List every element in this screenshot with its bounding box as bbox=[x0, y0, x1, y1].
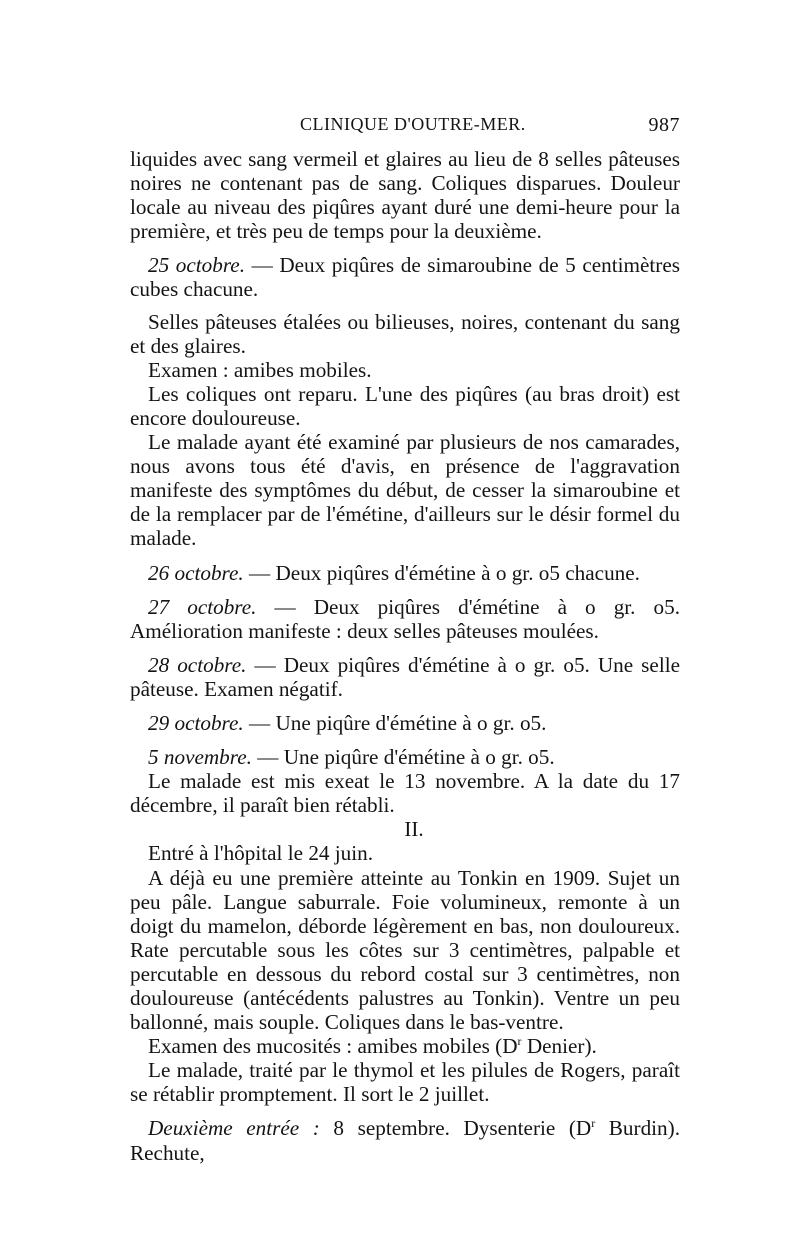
page-header bbox=[130, 110, 680, 140]
paragraph-examen-mucosites: Examen des mucosités : amibes mobiles ($D^r$ Denier). bbox=[148, 1034, 597, 1059]
paragraph-examen: Examen : amibes mobiles. bbox=[148, 357, 372, 382]
paragraph-selles: Selles pâteuses étalées ou bilieuses, noires, contenant du sang et des glaires. bbox=[130, 309, 680, 358]
paragraph-exeat: Le malade est mis exeat le 13 novembre. A la date du 17 décembre, il paraît bien rétabli. bbox=[130, 769, 680, 818]
entry-text: — Deux piqûres d'émétine à o gr. o5. Une selle pâteuse. Examen négatif. bbox=[130, 652, 681, 701]
page-number: 987 bbox=[648, 114, 680, 136]
entry-28-octobre bbox=[130, 653, 680, 701]
entry-date: 26 octobre. bbox=[148, 560, 244, 585]
running-title: CLINIQUE D'OUTRE-MER. bbox=[300, 114, 526, 134]
paragraph-entree: Entré à l'hôpital le 24 juin. bbox=[148, 841, 374, 866]
entry-27-octobre bbox=[130, 595, 680, 643]
entry-29-octobre bbox=[130, 711, 680, 735]
entry-text: — Deux piqûres d'émétine à o gr. o5 chacune. bbox=[243, 560, 640, 585]
paragraph-continuation: liquides avec sang vermeil et glaires au lieu de 8 selles pâteuses noires ne contenant pas de sang. Coliques disparues. Douleur locale au niveau des piqûres ayant duré une demi-heure pour la première, et très peu de temps pour la deuxième. bbox=[130, 147, 680, 244]
entry-date: 28 octobre. bbox=[148, 652, 247, 677]
paragraph-traitement: Le malade, traité par le thymol et les pilules de Rogers, paraît se rétablir promptement. Il sort le 2 juillet. bbox=[130, 1058, 680, 1107]
entry-5-novembre bbox=[130, 745, 680, 769]
paragraph-coliques: Les coliques ont reparu. L'une des piqûres (au bras droit) est encore douloureuse. bbox=[130, 381, 680, 430]
entry-date: 27 octobre. bbox=[148, 594, 257, 619]
entry-date: Deuxième entrée : bbox=[148, 1116, 320, 1141]
paragraph-decision: Le malade ayant été examiné par plusieurs de nos camarades, nous avons tous été d'avis, en présence de l'aggravation manifeste des symptômes du début, de cesser la simaroubine et de la remplacer par de l'émétine, d'ailleurs sur le désir formel du malade. bbox=[130, 430, 680, 551]
entry-25-octobre bbox=[130, 253, 680, 301]
entry-26-octobre bbox=[130, 561, 680, 585]
entry-text: — Deux piqûres d'émétine à o gr. o5. Amélioration manifeste : deux selles pâteuses moulées. bbox=[130, 594, 680, 643]
body-text bbox=[130, 147, 680, 1165]
entry-date: 25 octobre. bbox=[148, 253, 245, 278]
section-heading: II. bbox=[404, 817, 424, 842]
entry-text: — Deux piqûres de simaroubine de 5 centimètres cubes chacune. bbox=[130, 253, 680, 302]
paragraph-antecedents: A déjà eu une première atteinte au Tonkin en 1909. Sujet un peu pâle. Langue saburrale. Foie volumineux, remonte à un doigt du mamelon, déborde légèrement en bas, non douloureux. Rate percutable sous les côtes sur 3 centimètres, palpable et percutable en dessous du rebord costal sur 3 centimètres, non douloureuse (antécédents palustres au Tonkin). Ventre un peu ballonné, mais souple. Coliques dans le bas-ventre. bbox=[130, 865, 680, 1035]
entry-deuxieme-entree: Deuxième entrée : 8 septembre. Dysenterie ($D^r$ Burdin). Rechute, bbox=[130, 1116, 680, 1165]
entry-text: — Une piqûre d'émétine à o gr. o5. bbox=[251, 745, 555, 770]
entry-date: 5 novembre. bbox=[148, 745, 252, 770]
entry-date: 29 octobre. bbox=[148, 710, 244, 735]
entry-text: — Une piqûre d'émétine à o gr. o5. bbox=[243, 710, 547, 735]
